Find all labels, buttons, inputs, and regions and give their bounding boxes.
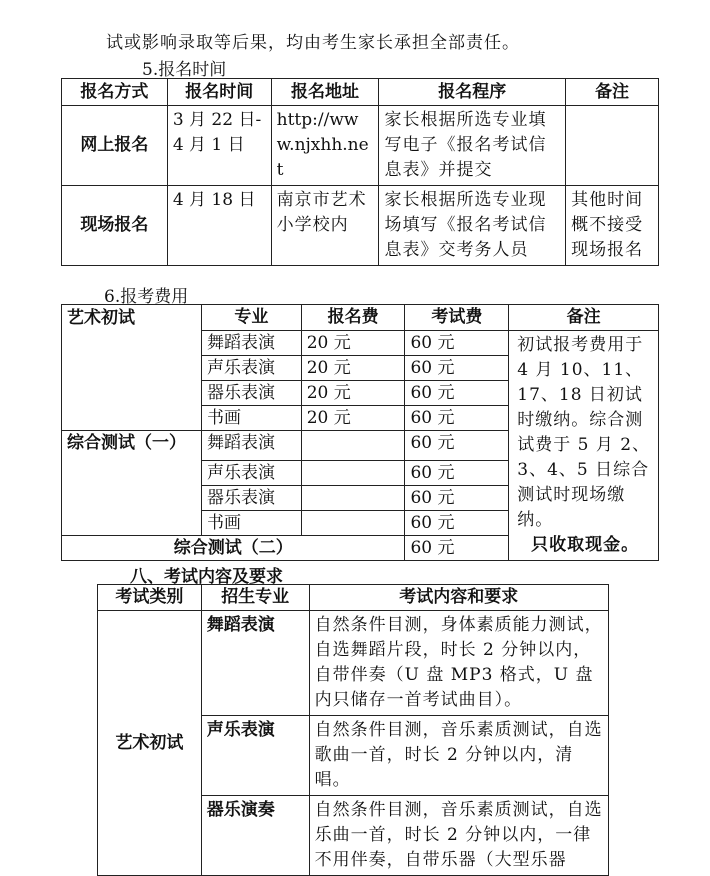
exam-content-table <box>97 584 609 876</box>
exam-fee-cell: 60 元 <box>405 461 509 486</box>
exam-fee-cell: 60 元 <box>405 356 509 381</box>
header-category: 考试类别 <box>98 585 202 611</box>
fee-note-text: 初试报考费用于 4 月 10、11、17、18 日初试时缴纳。综合测试费于 5 月 2、3、4、5 日综合测试时现场缴纳。 <box>517 335 651 530</box>
exam-fee-cell: 60 元 <box>405 486 509 511</box>
header-procedure: 报名程序 <box>379 79 566 106</box>
reg-fee-cell <box>301 431 405 461</box>
exam-fee-cell: 60 元 <box>405 406 509 431</box>
group3-label: 综合测试（二） <box>62 536 405 561</box>
table-row <box>62 106 659 186</box>
note-cell: 其他时间概不接受现场报名 <box>566 186 659 266</box>
address-link[interactable]: http://www.njxhh.net <box>271 106 379 186</box>
exam-fee-cell: 60 元 <box>405 536 509 561</box>
header-note: 备注 <box>509 305 659 331</box>
registration-time-table <box>61 78 659 266</box>
major-cell: 器乐表演 <box>201 486 301 511</box>
exam-fee-cell: 60 元 <box>405 331 509 356</box>
header-time: 报名时间 <box>167 79 271 106</box>
reg-fee-cell: 20 元 <box>301 406 405 431</box>
header-reg-fee: 报名费 <box>301 305 405 331</box>
time-cell: 4 月 18 日 <box>167 186 271 266</box>
major-cell: 舞蹈表演 <box>201 331 301 356</box>
exam-fee-cell: 60 元 <box>405 511 509 536</box>
content-cell: 自然条件目测，音乐素质测试，自选歌曲一首，时长 2 分钟以内，清唱。 <box>309 716 608 796</box>
note-cell <box>566 106 659 186</box>
exam-fee-cell: 60 元 <box>405 431 509 461</box>
header-method: 报名方式 <box>62 79 168 106</box>
content-cell: 自然条件目测，音乐素质测试，自选乐曲一首，时长 2 分钟以内，一律不用伴奏，自带乐器（大型乐器 <box>309 796 608 876</box>
major-cell: 舞蹈表演 <box>201 431 301 461</box>
fee-note-bold: 只收取现金。 <box>531 535 640 555</box>
section8-heading: 八、考试内容及要求 <box>130 567 283 587</box>
reg-fee-cell <box>301 511 405 536</box>
header-major: 招生专业 <box>201 585 309 611</box>
exam-fee-cell: 60 元 <box>405 381 509 406</box>
major-cell: 声乐表演 <box>201 356 301 381</box>
table-header-row <box>62 79 659 106</box>
reg-fee-cell: 20 元 <box>301 381 405 406</box>
major-cell: 声乐表演 <box>201 716 309 796</box>
table-row <box>98 611 609 716</box>
time-cell: 3 月 22 日-4 月 1 日 <box>167 106 271 186</box>
content-cell: 自然条件目测，身体素质能力测试，自选舞蹈片段，时长 2 分钟以内，自带伴奏（U 盘 MP3 格式，U 盘内只储存一首考试曲目）。 <box>309 611 608 716</box>
method-cell: 网上报名 <box>62 106 168 186</box>
address-cell: 南京市艺术小学校内 <box>271 186 379 266</box>
header-address: 报名地址 <box>271 79 379 106</box>
reg-fee-cell: 20 元 <box>301 356 405 381</box>
procedure-cell: 家长根据所选专业填写电子《报名考试信息表》并提交 <box>379 106 566 186</box>
group1-label: 艺术初试 <box>62 305 202 431</box>
major-cell: 舞蹈表演 <box>201 611 309 716</box>
fee-table <box>61 304 659 561</box>
header-exam-fee: 考试费 <box>405 305 509 331</box>
category-cell: 艺术初试 <box>98 611 202 876</box>
major-cell: 声乐表演 <box>201 461 301 486</box>
header-major: 专业 <box>201 305 301 331</box>
section5-heading: 5.报名时间 <box>142 60 227 80</box>
header-content: 考试内容和要求 <box>309 585 608 611</box>
method-cell: 现场报名 <box>62 186 168 266</box>
reg-fee-cell <box>301 486 405 511</box>
table-header-row <box>62 305 659 331</box>
header-note: 备注 <box>566 79 659 106</box>
section6-heading: 6.报考费用 <box>104 287 189 307</box>
major-cell: 器乐演奏 <box>201 796 309 876</box>
reg-fee-cell: 20 元 <box>301 331 405 356</box>
major-cell: 器乐表演 <box>201 381 301 406</box>
major-cell: 书画 <box>201 406 301 431</box>
fee-note-cell <box>509 331 659 561</box>
major-cell: 书画 <box>201 511 301 536</box>
table-row <box>62 186 659 266</box>
group2-label: 综合测试（一） <box>62 431 202 536</box>
table-header-row <box>98 585 609 611</box>
reg-fee-cell <box>301 461 405 486</box>
intro-line: 试或影响录取等后果，均由考生家长承担全部责任。 <box>106 33 520 53</box>
procedure-cell: 家长根据所选专业现场填写《报名考试信息表》交考务人员 <box>379 186 566 266</box>
